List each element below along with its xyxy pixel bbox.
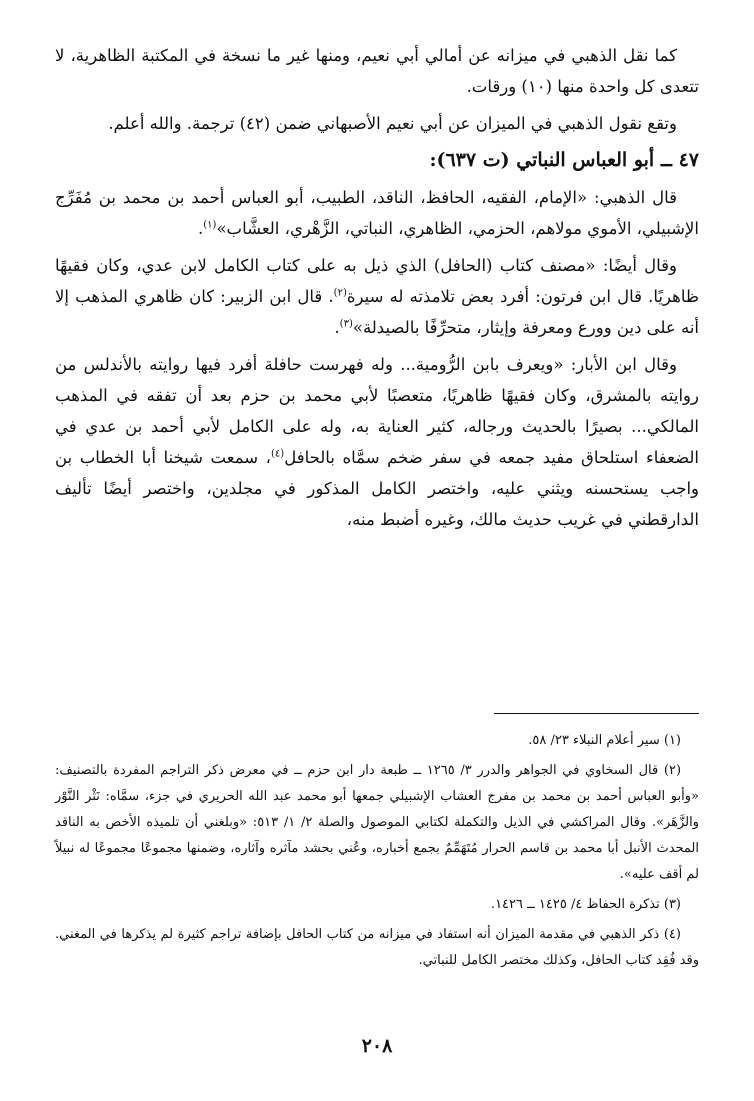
paragraph-5-text-a: وقال ابن الأبار: «ويعرف بابن الرُّومية... وله فهرست حافلة أفرد فيها روايته بالأندلس من روايته بالمشرق، وكان فقيهًا ظاهريًا، متعصبًا لأبي محمد بن حزم بعد أن تفقه في المذهب المالكي... بصيرًا بالحديث ورجاله، كثير العناية به، وله على الكامل لأبي أحمد بن عدي في الضعفاء استلحاق مفيد جمعه في سفر ضخم سمَّاه بالحافل	[55, 355, 699, 467]
footnote-ref-1[interactable]: (١)	[203, 219, 217, 231]
paragraph-4-text-a: وقال أيضًا: «مصنف كتاب (الحافل) الذي ذيل به على كتاب الكامل لابن عدي، وكان فقيهًا ظاهريًا. قال ابن فرتون: أفرد بعض تلامذته له سيرة	[55, 256, 699, 306]
paragraph-4: وقال أيضًا: «مصنف كتاب (الحافل) الذي ذيل به على كتاب الكامل لابن عدي، وكان فقيهًا ظاهريًا. قال ابن فرتون: أفرد بعض تلامذته له سيرة$^{(٢)}$. قال ابن الزبير: كان ظاهري المذهب إلا أنه على دين وورع ومعرفة وإيثار، متحرِّفًا بالصيدلة»$^{(٣)}$.	[55, 256, 699, 337]
footnote-1: (١) سير أعلام النبلاء ٢٣/ ٥٨.	[528, 733, 681, 748]
footnote-ref-4[interactable]: (٤)	[271, 448, 285, 460]
paragraph-4-text-b: . قال ابن الزبير: كان ظاهري المذهب إلا أنه على دين وورع ومعرفة وإيثار، متحرِّفًا بالصيدلة»	[55, 287, 699, 337]
entry-heading: ٤٧ ــ أبو العباس النباتي (ت ٦٣٧):	[429, 149, 699, 171]
paragraph-3: قال الذهبي: «الإمام، الفقيه، الحافظ، الناقد، الطبيب، أبو العباس أحمد بن محمد بن مُفَرِّج الإشبيلي، الأموي مولاهم، الحزمي، الظاهري، النباتي، الزَّهْري، العشَّاب»$^{(١)}$.	[55, 188, 699, 238]
paragraph-5	[55, 349, 699, 535]
page-number: ٢٠٨	[361, 1035, 393, 1057]
footnote-ref-2[interactable]: (٢)	[333, 287, 347, 299]
footnote-3: (٣) تذكرة الحفاظ ٤/ ١٤٢٥ ــ ١٤٢٦.	[490, 897, 681, 912]
paragraph-3-text: قال الذهبي: «الإمام، الفقيه، الحافظ، الناقد، الطبيب، أبو العباس أحمد بن محمد بن مُفَرِّج الإشبيلي، الأموي مولاهم، الحزمي، الظاهري، النباتي، الزَّهْري، العشَّاب»	[55, 188, 699, 238]
paragraph-1: كما نقل الذهبي في ميزانه عن أمالي أبي نعيم، ومنها غير ما نسخة في المكتبة الظاهرية، لا تتعدى كل واحدة منها (١٠) ورقات.	[55, 46, 699, 96]
paragraph-5-text-b: ، سمعت شيخنا أبا الخطاب بن واجب يستحسنه ويثني عليه، واختصر الكامل المذكور في مجلدين، واختصر أيضًا تأليف الدارقطني في غريب حديث مالك، وغيره أضبط منه،	[55, 448, 699, 529]
footnote-divider	[494, 713, 699, 714]
paragraph-2: وتقع نقول الذهبي في الميزان عن أبي نعيم الأصبهاني ضمن (٤٢) ترجمة. والله أعلم.	[108, 114, 677, 133]
footnote-ref-3[interactable]: (٣)	[339, 318, 353, 330]
footnote-4: (٤) ذكر الذهبي في مقدمة الميزان أنه استفاد في ميزانه من كتاب الحافل بإضافة تراجم كثيرة لم يذكرها في المغني. وقد فُقِد كتاب الحافل، وكذلك مختصر الكامل للنباتي.	[55, 927, 699, 968]
footnotes	[55, 728, 699, 978]
main-text	[55, 40, 699, 541]
footnote-2: (٢) قال السخاوي في الجواهر والدرر ٣/ ١٢٦٥ ــ طبعة دار ابن حزم ــ في معرض ذكر التراجم المفردة بالتصنيف: «وأبو العباس أحمد بن محمد بن مفرج العشاب الإشبيلي جمعها أبو محمد عبد الله الحريري في جزء، سمَّاه: نَثْر النَّوْر والزَّهَر». وقال المراكشي في الذيل والتكملة لكتابي الموصول والصلة ٢/ ١/ ٥١٣: «وبلغني أن تلميذه الأخص به الناقد المحدث الأنبل أبا محمد بن قاسم الحرار مُتَهَمِّمٌ بجمع أخباره، وعُني بحشد مآثره وآثاره، وضمنها مجموعًا مجموعًا له نبيلاً لم أقف عليه».	[55, 763, 700, 882]
